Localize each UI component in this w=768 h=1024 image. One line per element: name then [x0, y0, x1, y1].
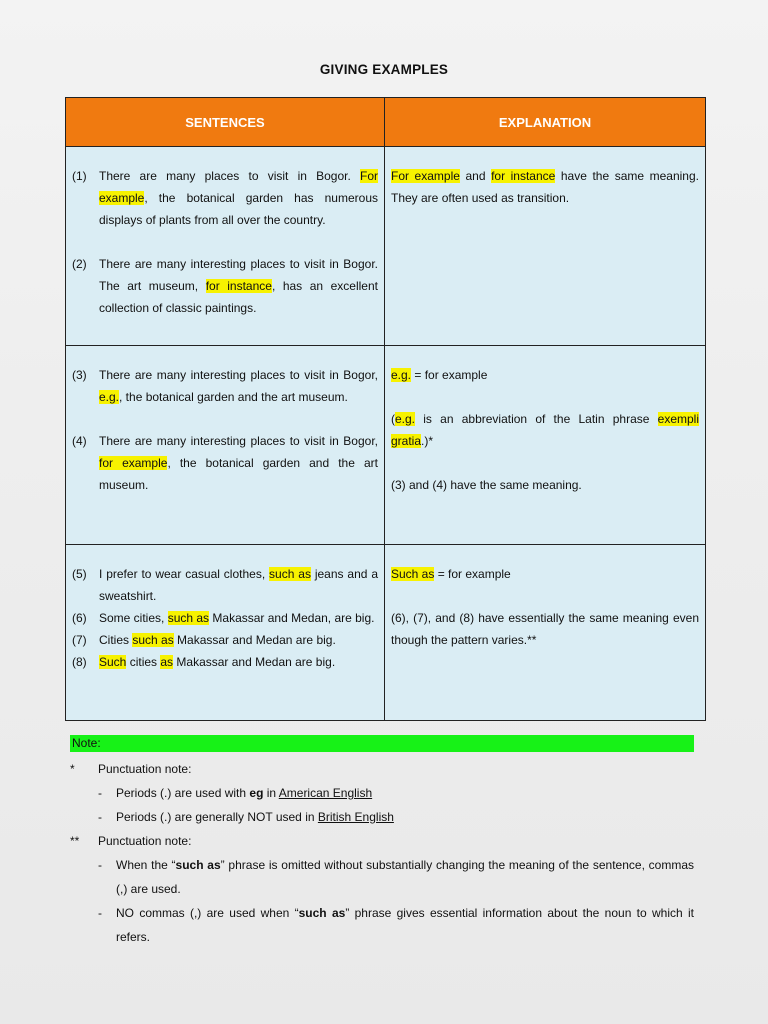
sentence-item: [72, 165, 378, 231]
explanation-cell: [385, 545, 706, 721]
british-english-link[interactable]: British English: [317, 810, 394, 824]
text-part: When the “: [116, 858, 176, 872]
table-header-row: [66, 98, 706, 147]
note-marker: **: [70, 834, 80, 848]
highlight: e.g.: [391, 368, 412, 382]
text-part: (: [391, 412, 395, 426]
item-number: (4): [72, 434, 87, 448]
sentence-text: [99, 253, 378, 319]
sentence-text: [99, 563, 378, 607]
note-subitem: - Periods (.) are used with eg in American English: [98, 786, 373, 800]
explanation-line: (3) and (4) have the same meaning.: [391, 478, 582, 492]
text-part: Makassar and Medan, are big.: [209, 611, 375, 625]
text-part: is an abbreviation of the Latin phrase: [415, 412, 658, 426]
notes-section: [70, 735, 694, 949]
text-part: , the botanical garden and the art museum.: [99, 456, 378, 492]
note-marker: *: [70, 762, 75, 776]
sentence-text: [99, 629, 378, 651]
note-subitem: - Periods (.) are generally NOT used in British English: [98, 810, 394, 824]
text-part: cities: [126, 655, 161, 669]
text-part: in: [263, 786, 279, 800]
highlight: For example: [391, 169, 460, 183]
text-part: I prefer to wear casual clothes,: [99, 567, 270, 581]
highlight: For example: [99, 169, 378, 205]
item-number: (1): [72, 169, 87, 183]
text-part: There are many interesting places to visit in Bogor. The art museum,: [99, 257, 378, 293]
explanation-text: [391, 165, 699, 209]
highlight: for instance: [205, 279, 272, 293]
sentence-item: [72, 364, 378, 408]
header-sentences: SENTENCES: [66, 98, 385, 147]
highlight: for instance: [491, 169, 556, 183]
text-part: Makassar and Medan are big.: [173, 655, 336, 669]
header-explanation: EXPLANATION: [385, 98, 706, 147]
sentence-item: [72, 253, 378, 319]
highlight: such as: [167, 611, 210, 625]
text-part: Some cities,: [99, 611, 168, 625]
text-part: There are many interesting places to visit in Bogor,: [99, 434, 378, 448]
text-part: = for example: [434, 567, 511, 581]
sentence-text: [99, 165, 378, 231]
examples-table: [65, 97, 706, 721]
explanation-line: [391, 364, 699, 386]
table-row: [66, 545, 706, 721]
text-part: , has an excellent collection of classic paintings.: [99, 279, 378, 315]
text-part: have the same meaning. They are often used as transition.: [391, 169, 699, 205]
note-subitem: - When the “such as” phrase is omitted without substantially changing the meaning of the sentence, commas (,) are used.: [98, 858, 694, 896]
text-part: ” phrase is omitted without substantially changing the meaning of the sentence, commas (,) are used.: [116, 858, 694, 896]
text-part: = for example: [411, 368, 488, 382]
note-item: [70, 757, 694, 781]
american-english-link[interactable]: American English: [278, 786, 373, 800]
table-row: [66, 147, 706, 346]
explanation-cell: [385, 346, 706, 545]
explanation-line: [391, 563, 699, 585]
sentence-item: [72, 651, 378, 673]
item-number: (5): [72, 567, 87, 581]
note-label: Punctuation note:: [98, 834, 192, 848]
highlight: for example: [99, 456, 168, 470]
page-title: GIVING EXAMPLES: [319, 62, 449, 77]
highlight: exempli gratia: [391, 412, 699, 448]
sentences-cell: [66, 545, 385, 721]
bold-text: eg: [249, 786, 264, 800]
highlight: Such as: [391, 567, 435, 581]
sentence-item: [72, 629, 378, 651]
item-number: (3): [72, 368, 87, 382]
text-part: and: [459, 169, 492, 183]
text-part: Makassar and Medan are big.: [173, 633, 336, 647]
text-part: There are many interesting places to visit in Bogor,: [99, 368, 378, 382]
text-part: ” phrase gives essential information about the noun to which it refers.: [116, 906, 695, 944]
text-part: Periods (.) are used with: [116, 786, 250, 800]
sentence-text: [99, 430, 378, 496]
text-part: Periods (.) are generally NOT used in: [116, 810, 318, 824]
sentence-item: [72, 563, 378, 607]
highlight: such as: [269, 567, 311, 581]
bold-text: such as: [298, 906, 346, 920]
sentence-item: [72, 607, 378, 629]
text-part: , the botanical garden has numerous displays of plants from all over the country.: [99, 191, 378, 227]
sentence-text: [99, 607, 378, 629]
sentence-item: [72, 430, 378, 496]
explanation-cell: [385, 147, 706, 346]
highlight: such as: [132, 633, 174, 647]
item-number: (2): [72, 257, 87, 271]
sentence-text: [99, 364, 378, 408]
sentences-cell: [66, 147, 385, 346]
note-heading: Note:: [70, 735, 694, 752]
note-label: Punctuation note:: [98, 762, 192, 776]
bold-text: such as: [175, 858, 221, 872]
highlight: e.g.: [99, 390, 120, 404]
highlight: as: [160, 655, 174, 669]
text-part: .)*: [421, 434, 434, 448]
note-item: [70, 829, 694, 853]
table-row: [66, 346, 706, 545]
explanation-line: (6), (7), and (8) have essentially the same meaning even though the pattern varies.**: [391, 611, 699, 647]
text-part: NO commas (,) are used when “: [116, 906, 299, 920]
highlight: Such: [99, 655, 127, 669]
text-part: jeans and a sweatshirt.: [99, 567, 378, 603]
text-part: , the botanical garden and the art museum.: [119, 390, 348, 404]
text-part: There are many places to visit in Bogor.: [99, 169, 360, 183]
item-number: (6): [72, 611, 87, 625]
sentence-text: [99, 651, 378, 673]
note-subitem: - NO commas (,) are used when “such as” phrase gives essential information about the noun to which it refers.: [98, 906, 695, 944]
explanation-line: [391, 408, 699, 452]
item-number: (7): [72, 633, 87, 647]
sentences-cell: [66, 346, 385, 545]
text-part: Cities: [99, 633, 133, 647]
item-number: (8): [72, 655, 87, 669]
highlight: e.g.: [395, 412, 416, 426]
